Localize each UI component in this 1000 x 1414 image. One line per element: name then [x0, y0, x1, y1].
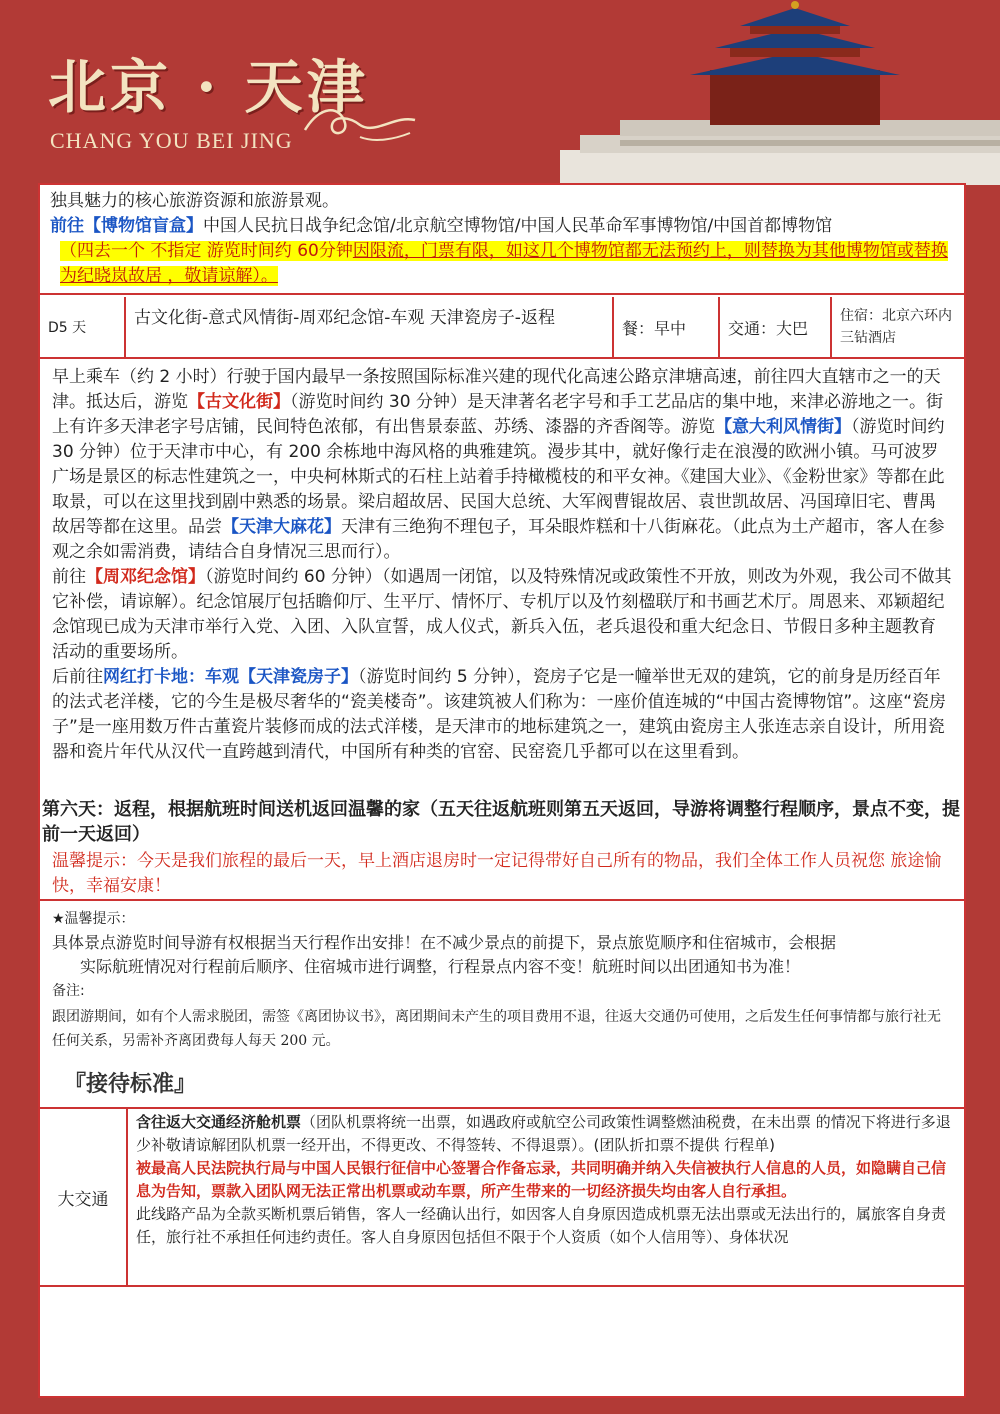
day6-title: 第六天：返程，根据航班时间送机返回温馨的家（五天往返航班则第五天返回，导游将调整行程顺序，景点不变，提前一天返回） [42, 799, 960, 845]
text-run: （团队机票将统一出票，如遇政府或航空公司政策性调整燃油税费，在未出票 的情况下将进行多退少补敬请谅解团队机票一经开出，不得更改、不得签转、不得退票）。(团队折扣票不提供 行程单) [136, 1113, 951, 1154]
warm-tips-section [40, 903, 964, 1053]
text-run: 早上乘车（约 2 小时）行驶于国内最早一条按照国际标准兴建的现代化高速公路京津塘高速，前往四大直辖市之一的天津。抵达后，游览 [52, 367, 941, 412]
day-hotel: 住宿：北京六环内三钻酒店 [840, 308, 952, 346]
warm-tips-heading: ★温馨提示： [52, 911, 135, 927]
paragraph-porcelain-house [52, 665, 952, 765]
standard-title: 『接待标准』 [64, 1072, 197, 1097]
brand-title: 北京 · 天津 [48, 53, 369, 121]
note-label: 备注: [52, 983, 85, 999]
tag-porcelain-house: 网红打卡地：车观【天津瓷房子】 [103, 667, 358, 687]
tag-mahua: 【天津大麻花】 [222, 517, 341, 537]
text-run: （游览时间约 60 分钟）（如遇周一闭馆，以及特殊情况或政策性不开放，则改为外观，我公司不做其它补偿，请谅解）。纪念馆展厅包括瞻仰厅、生平厅、情怀厅、专机厅以及竹刻楹联厅和书画艺术厅。周恩来、邓颖超纪念馆现已成为天津市举行入党、入团、入队宣誓，成人仪式，新兵入伍，老兵退役和重大纪念日、节假日多种主题教育活动的重要场所。 [52, 567, 952, 662]
day-transport: 交通：大巴 [720, 297, 832, 357]
tag-memorial: 【周邓纪念馆】 [86, 567, 205, 587]
tag-italian-street: 【意大利风情街】 [715, 417, 851, 437]
warm-tips-line2: 实际航班情况对行程前后顺序、住宿城市进行调整，行程景点内容不变！航班时间以出团通知书为准！ [80, 957, 801, 976]
museum-line [50, 214, 954, 239]
museum-note-b: 因限流，门票有限，如这几个博物馆都无法预约上，则替换为其他博物馆或替换为纪晓岚故居 ，敬请谅解）。 [60, 241, 948, 286]
day5-header-row [40, 297, 964, 359]
day-route: 古文化街-意式风情街-周邓纪念馆-车观 天津瓷房子-返程 [126, 297, 614, 357]
tag-old-culture-street: 【古文化街】 [188, 392, 290, 412]
museum-section [40, 185, 964, 295]
museum-tag: 【博物馆盲盒】 [84, 216, 203, 236]
text-run: 天津有三绝狗不理包子，耳朵眼炸糕和十八街麻花。（此点为土产超市，客人在参观之余如需消费，请结合自身情况三思而行）。 [52, 517, 945, 562]
transport-label: 大交通 [40, 1109, 128, 1285]
note-text: 跟团游期间，如有个人需求脱团，需签《离团协议书》，离团期间未产生的项目费用不退，往返大交通仍可使用，之后发生任何事情都与旅行社无任何关系，另需补齐离团费每人每天 200 元。 [52, 1009, 941, 1049]
warm-tips-line1: 具体景点游览时间导游有权根据当天行程作出安排！在不减少景点的前提下，景点旅览顺序和住宿城市，会根据 [52, 933, 837, 952]
transport-para2: 此线路产品为全款买断机票后销售，客人一经确认出行，如因客人自身原因造成机票无法出票或无法出行的，属旅客自身责任，旅行社不承担任何违约责任。客人自身原因包括但不限于个人资质（如个人信用等）、身体状况 [136, 1205, 947, 1246]
day-meal: 餐：早中 [614, 297, 720, 357]
paragraph-memorial [52, 565, 952, 665]
transport-bold-lead: 含往返大交通经济舱机票 [136, 1113, 302, 1131]
transport-text [128, 1109, 964, 1285]
day5-body [40, 361, 964, 821]
intro-text: 独具魅力的核心旅游资源和旅游景观。 [50, 191, 339, 211]
text-run: （游览时间约 30 分钟）是天津著名老字号和手工艺品店的集中地，来津必游地之一。街上有许多天津老字号店铺，民间特色浓郁，有出售景泰蓝、苏绣、漆器的齐香阁等。游览 [52, 392, 943, 437]
text-run: 前往 [52, 567, 86, 587]
museum-list: 中国人民抗日战争纪念馆/北京航空博物馆/中国人民革命军事博物馆/中国首都博物馆 [203, 216, 833, 236]
cloud-swirl-icon [300, 95, 420, 145]
header-banner [0, 0, 1000, 185]
itinerary-card [38, 183, 966, 1398]
transport-para1 [136, 1111, 956, 1157]
transport-row [40, 1107, 964, 1287]
museum-prefix: 前往 [50, 216, 84, 236]
temple-of-heaven-icon [560, 0, 1000, 185]
museum-note [50, 239, 954, 289]
text-run: （游览时间约 30 分钟）位于天津市中心，有 200 余栋地中海风格的典雅建筑。漫步其中，就好像行走在浪漫的欧洲小镇。马可波罗广场是景区的标志性建筑之一，中央柯林斯式的石柱上站着手持橄榄枝的和平女神。《建国大业》、《金粉世家》等都在此取景，可以在这里找到剧中熟悉的场景。梁启超故居、民国大总统、大军阀曹锟故居、袁世凯故居、冯国璋旧宅、曹禺故居等都在这里。品尝 [52, 417, 945, 537]
paragraph-old-street [52, 365, 952, 565]
transport-warning: 被最高人民法院执行局与中国人民银行征信中心签署合作备忘录，共同明确并纳入失信被执行人信息的人员，如隐瞒自己信息为告知，票款入团队网无法正常出机票或动车票，所产生带来的一切经济损失均由客人自行承担。 [136, 1159, 947, 1200]
museum-note-a: （四去一个 不指定 游览时间约 60分钟 [60, 241, 353, 261]
brand-subtitle: CHANG YOU BEI JING [50, 128, 293, 153]
text-run: （游览时间约 5 分钟），瓷房子它是一幢举世无双的建筑，它的前身是历经百年的法式老洋楼，它的今生是极尽奢华的“瓷美楼奇”。该建筑被人们称为：一座价值连城的“中国古瓷博物馆”。这座“瓷房子”是一座用数万件古董瓷片装修而成的法式洋楼，是天津市的地标建筑之一，建筑由瓷房主人张连志亲自设计，所用瓷器和瓷片年代从汉代一直跨越到清代，中国所有种类的官窑、民窑瓷几乎都可以在这里看到。 [52, 667, 947, 762]
day-label: D5 天 [40, 297, 126, 357]
day6-tip: 温馨提示：今天是我们旅程的最后一天，早上酒店退房时一定记得带好自己所有的物品，我们全体工作人员祝您 旅途愉快，幸福安康！ [40, 849, 964, 901]
text-run: 后前往 [52, 667, 103, 687]
